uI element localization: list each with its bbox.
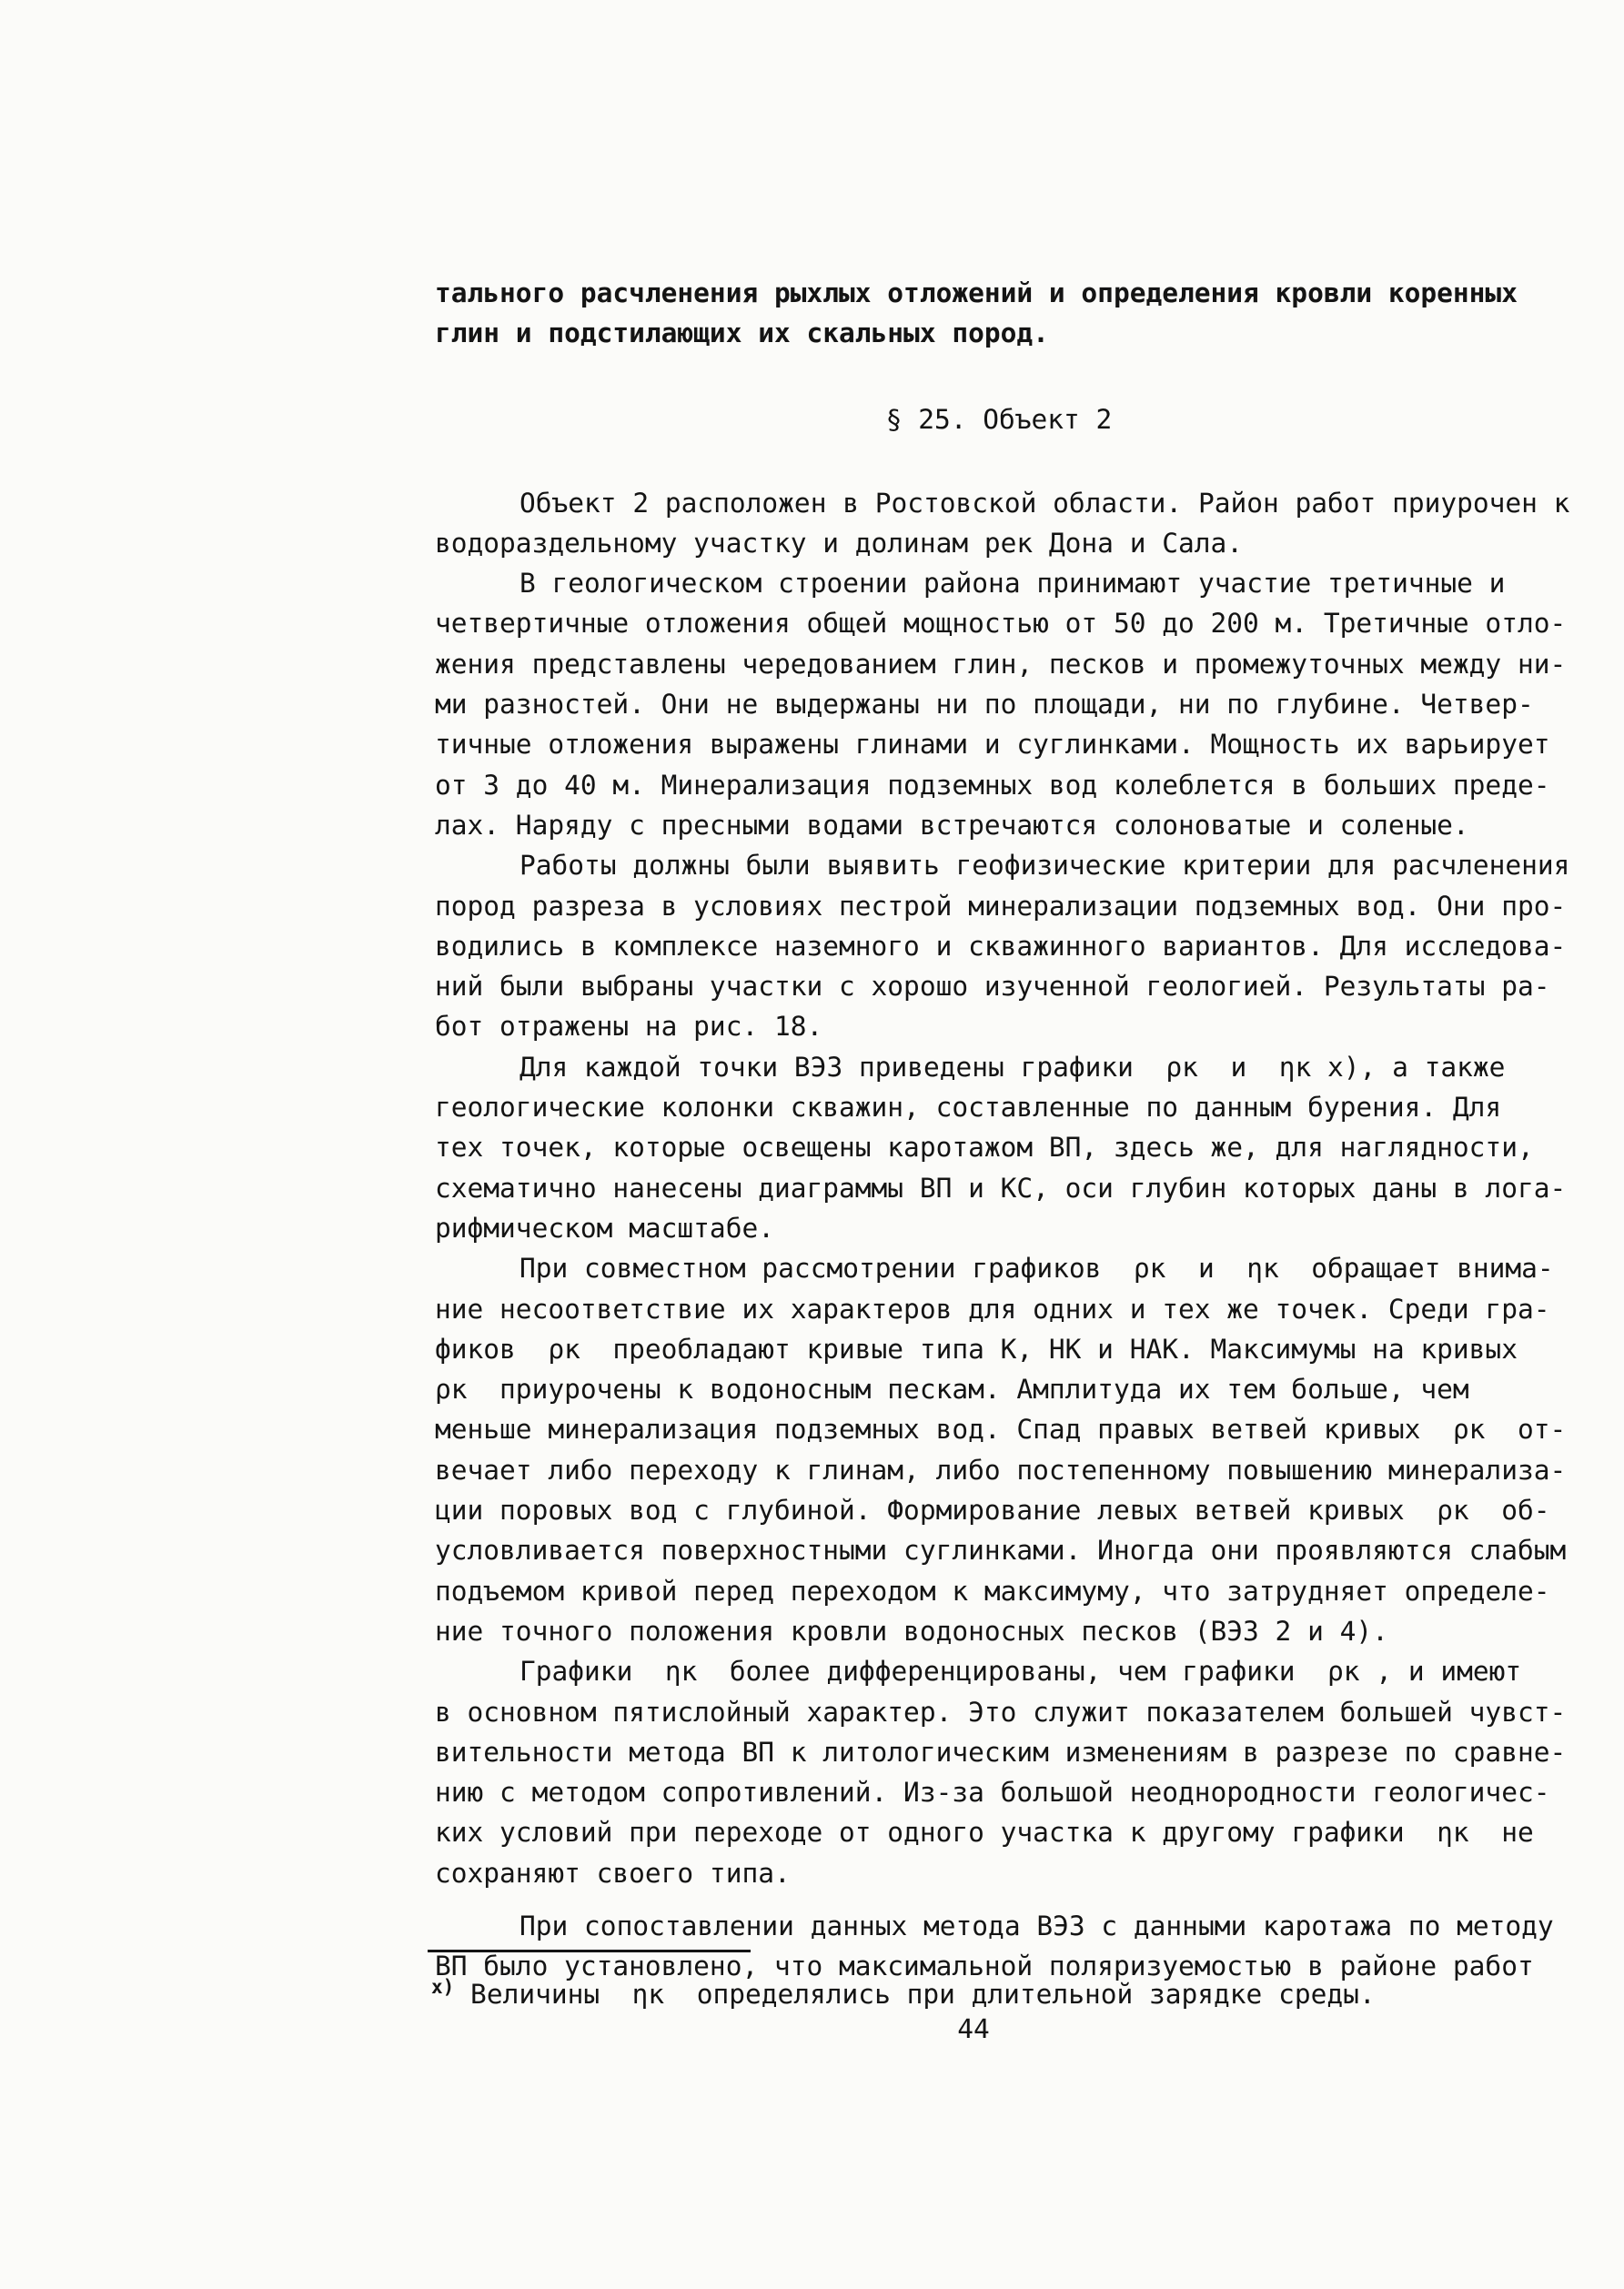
text-line: геологические колонки скважин, составленные по данным бурения. Для (435, 1092, 1502, 1124)
text-line: бот отражены на рис. 18. (435, 1011, 823, 1043)
text-line: меньше минерализация подземных вод. Спад правых ветвей кривых ρк от- (435, 1414, 1567, 1446)
text-line: ми разностей. Они не выдержаны ни по площади, ни по глубине. Четвер- (435, 689, 1534, 721)
text-line: водились в комплексе наземного и скважинного вариантов. Для исследова- (435, 930, 1567, 962)
document-page (435, 273, 1570, 1987)
text-line: рифмическом масштабе. (435, 1212, 774, 1244)
paragraph (435, 1047, 1567, 1248)
section-heading: § 25. Объект 2 (885, 403, 1113, 435)
paragraph (435, 845, 1570, 1046)
text-line: ρк приурочены к водоносным пескам. Амплитуда их тем больше, чем (435, 1374, 1469, 1406)
text-line: Работы должны были выявить геофизические критерии для расчленения (519, 850, 1570, 882)
text-line: В геологическом строении района принимают участие третичные и (519, 568, 1506, 600)
text-line: Графики ηк более дифференцированы, чем графики ρк , и имеют (519, 1656, 1522, 1688)
text-line: ний были выбраны участки с хорошо изученной геологией. Результаты ра- (435, 971, 1550, 1003)
page-number: 44 (957, 2013, 990, 2044)
text-line: четвертичные отложения общей мощностью от 50 до 200 м. Третичные отло- (435, 608, 1567, 640)
text-line: вительности метода ВП к литологическим изменениям в разрезе по сравне- (435, 1736, 1567, 1768)
text-line: сохраняют своего типа. (435, 1857, 791, 1889)
text-line: нию с методом сопротивлений. Из-за большой неоднородности геологичес- (435, 1777, 1550, 1809)
text-line: водораздельному участку и долинам рек Дона и Сала. (435, 527, 1244, 559)
text-line: При совместном рассмотрении графиков ρк и ηк обращает внима- (519, 1253, 1554, 1285)
text-line: фиков ρк преобладают кривые типа К, НК и НАК. Максимумы на кривых (435, 1333, 1518, 1365)
text-line: от 3 до 40 м. Минерализация подземных вод колеблется в больших преде- (435, 769, 1550, 801)
text-line: тех точек, которые освещены каротажом ВП, здесь же, для наглядности, (435, 1132, 1534, 1164)
footnote-text: Величины ηк определялись при длительной зарядке среды. (454, 1978, 1376, 2010)
paragraph (435, 1651, 1567, 1893)
text-line: Объект 2 расположен в Ростовской области. Район работ приурочен к (519, 487, 1570, 519)
footnote-divider (428, 1950, 751, 1952)
text-line: ВП было установлено, что максимальной поляризуемостью в районе работ (435, 1951, 1534, 1982)
text-line: глин и подстилающих их скальных пород. (435, 318, 1049, 349)
text-line: лах. Наряду с пресными водами встречаются солоноватые и соленые. (435, 809, 1469, 841)
text-line: При сопоставлении данных метода ВЭЗ с данными каротажа по методу (519, 1910, 1554, 1941)
text-line: условливается поверхностными суглинками. Иногда они проявляются слабым (435, 1535, 1567, 1567)
text-line: ких условий при переходе от одного участка к другому графики ηк не (435, 1817, 1534, 1849)
paragraph (435, 563, 1567, 845)
text-line: тичные отложения выражены глинами и суглинками. Мощность их варьирует (435, 729, 1550, 761)
text-line: подъемом кривой перед переходом к максимуму, что затрудняет определе- (435, 1575, 1550, 1607)
text-line: ние несоответствие их характеров для одних и тех же точек. Среди гра- (435, 1293, 1550, 1325)
text-line: схематично нанесены диаграммы ВП и КС, оси глубин которых даны в лога- (435, 1172, 1567, 1204)
text-line: вечает либо переходу к глинам, либо постепенному повышению минерализа- (435, 1454, 1567, 1486)
text-line: пород разреза в условиях пестрой минерализации подземных вод. Они про- (435, 890, 1567, 922)
text-line: Для каждой точки ВЭЗ приведены графики ρк и ηк x), а также (519, 1051, 1506, 1083)
text-line: жения представлены чередованием глин, песков и промежуточных между ни- (435, 648, 1567, 680)
paragraph (435, 483, 1570, 564)
text-line: тального расчленения рыхлых отложений и определения кровли коренных (435, 277, 1518, 308)
text-line: ние точного положения кровли водоносных песков (ВЭЗ 2 и 4). (435, 1615, 1388, 1647)
footnote (431, 1967, 1376, 2014)
paragraph (435, 1248, 1567, 1651)
footnote-marker: x) (431, 1976, 455, 1998)
text-line: в основном пятислойный характер. Это служит показателем большей чувст- (435, 1696, 1567, 1728)
text-line: ции поровых вод с глубиной. Формирование левых ветвей кривых ρк об- (435, 1495, 1550, 1527)
intro-block (435, 273, 1563, 354)
